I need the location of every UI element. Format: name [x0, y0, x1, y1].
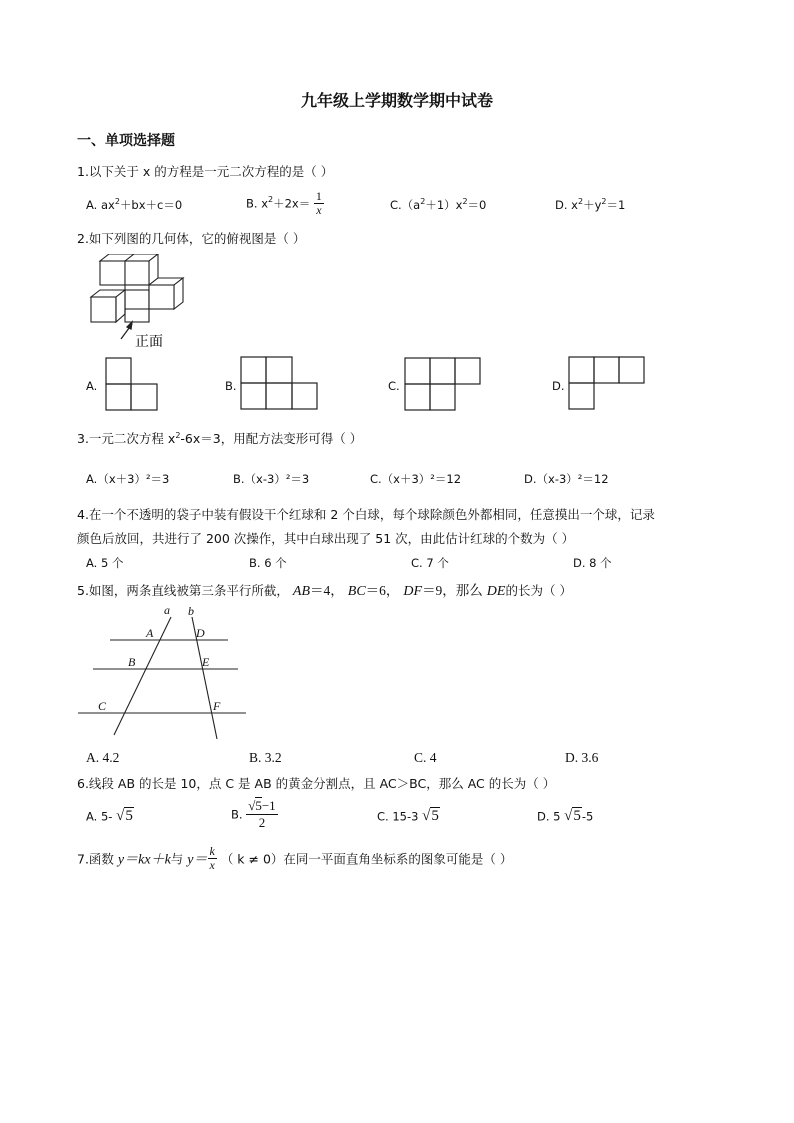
question-1-option-a: A. $ax^2+bx+c=0$ — [86, 197, 183, 212]
question-5-option-d: D. 3.6 — [565, 750, 599, 765]
question-1-option-c: $C.(a^2+1)x^2=0$ — [390, 197, 487, 212]
question-2-option-c-label: C. — [388, 379, 400, 393]
question-3-stem: 3.一元二次方程 $x^2-6x=3$，用配方法变形可得（ ） — [77, 430, 363, 446]
fraction: $\frac{k}{x}$ — [209, 844, 215, 872]
question-3-option-d: D.（x-3）²＝12 — [524, 472, 609, 486]
question-5-option-c: C. 4 — [414, 750, 437, 765]
question-6-option-b: B. $\frac{√5-1}{2}$ — [231, 798, 276, 830]
question-6-option-d: D. 5 √5-5 — [537, 808, 594, 824]
question-2-option-a-label: A. — [86, 379, 98, 393]
option-d-top-view — [568, 356, 648, 412]
question-5-stem: 5.如图，两条直线被第三条平行所截， AB＝4， BC＝6， DF＝9，那么 DE的长为（ ） — [77, 583, 572, 599]
option-c-top-view — [404, 357, 484, 412]
question-6-option-a: A. 5- √5 — [86, 808, 133, 824]
question-4-option-a: A. 5 个 — [86, 556, 124, 570]
svg-text:A: A — [146, 626, 154, 640]
question-3-option-a: A.（x＋3）²＝3 — [86, 472, 170, 486]
svg-text:b: b — [188, 604, 194, 618]
question-1-option-b: B. $x^2+2x=$ $\frac{1}{x}$ — [246, 189, 322, 217]
question-4-stem-line-2: 颜色后放回，共进行了 200 次操作，其中白球出现了 51 次，由此估计红球的个数为（ ） — [77, 531, 575, 546]
question-2-stem: 2.如下列图的几何体，它的俯视图是（ ） — [77, 231, 306, 246]
svg-text:E: E — [202, 655, 210, 669]
question-4-option-d: D. 8 个 — [573, 556, 612, 570]
parallel-lines-figure — [76, 603, 248, 743]
section-heading: 一、单项选择题 — [77, 133, 175, 149]
question-3-option-c: C.（x＋3）²＝12 — [370, 472, 462, 486]
question-3-option-b: B.（x-3）²＝3 — [233, 472, 310, 486]
page-title: 九年级上学期数学期中试卷 — [300, 91, 493, 110]
svg-text:F: F — [213, 699, 221, 713]
question-4-stem-line-1: 4.在一个不透明的袋子中装有假设干个红球和 2 个白球，每个球除颜色外都相同，任意摸出一个球，记录 — [77, 507, 655, 522]
question-1-stem: 1.以下关于 x 的方程是一元二次方程的是（ ） — [77, 164, 334, 179]
question-2-option-b-label: B. — [225, 379, 237, 393]
question-4-option-b: B. 6 个 — [249, 556, 287, 570]
svg-text:B: B — [128, 655, 136, 669]
question-7-stem: 7.函数 y＝kx＋k与 y＝ $\frac{k}{x}$ （ k ≠ 0）在同一平面直角坐标系的图象可能是（ ） — [77, 844, 513, 872]
question-2-option-d-label: D. — [552, 379, 565, 393]
question-5-option-b: B. 3.2 — [249, 750, 282, 765]
cube-solid-figure — [88, 254, 198, 352]
front-view-label: 正面 — [135, 334, 163, 350]
question-6-option-c: C. 15-3 √5 — [377, 808, 439, 824]
question-5-option-a: A. 4.2 — [86, 750, 120, 765]
sqrt-expression: √5 — [422, 808, 439, 824]
svg-text:D: D — [196, 626, 205, 640]
option-a-top-view — [105, 357, 160, 412]
svg-text:a: a — [164, 603, 170, 617]
question-6-stem: 6.线段 AB 的长是 10，点 C 是 AB 的黄金分割点，且 AC＞BC，那么 AC 的长为（ ） — [77, 776, 556, 791]
option-b-top-view — [240, 356, 320, 412]
sqrt-expression: √5 — [564, 808, 581, 824]
sqrt-expression: √5 — [116, 808, 133, 824]
fraction: $\frac{√5-1}{2}$ — [248, 798, 276, 830]
fraction: $\frac{1}{x}$ — [315, 189, 322, 217]
question-1-option-d: D. $x^2+y^2=1$ — [555, 197, 626, 212]
question-4-option-c: C. 7 个 — [411, 556, 449, 570]
svg-text:C: C — [98, 699, 107, 713]
